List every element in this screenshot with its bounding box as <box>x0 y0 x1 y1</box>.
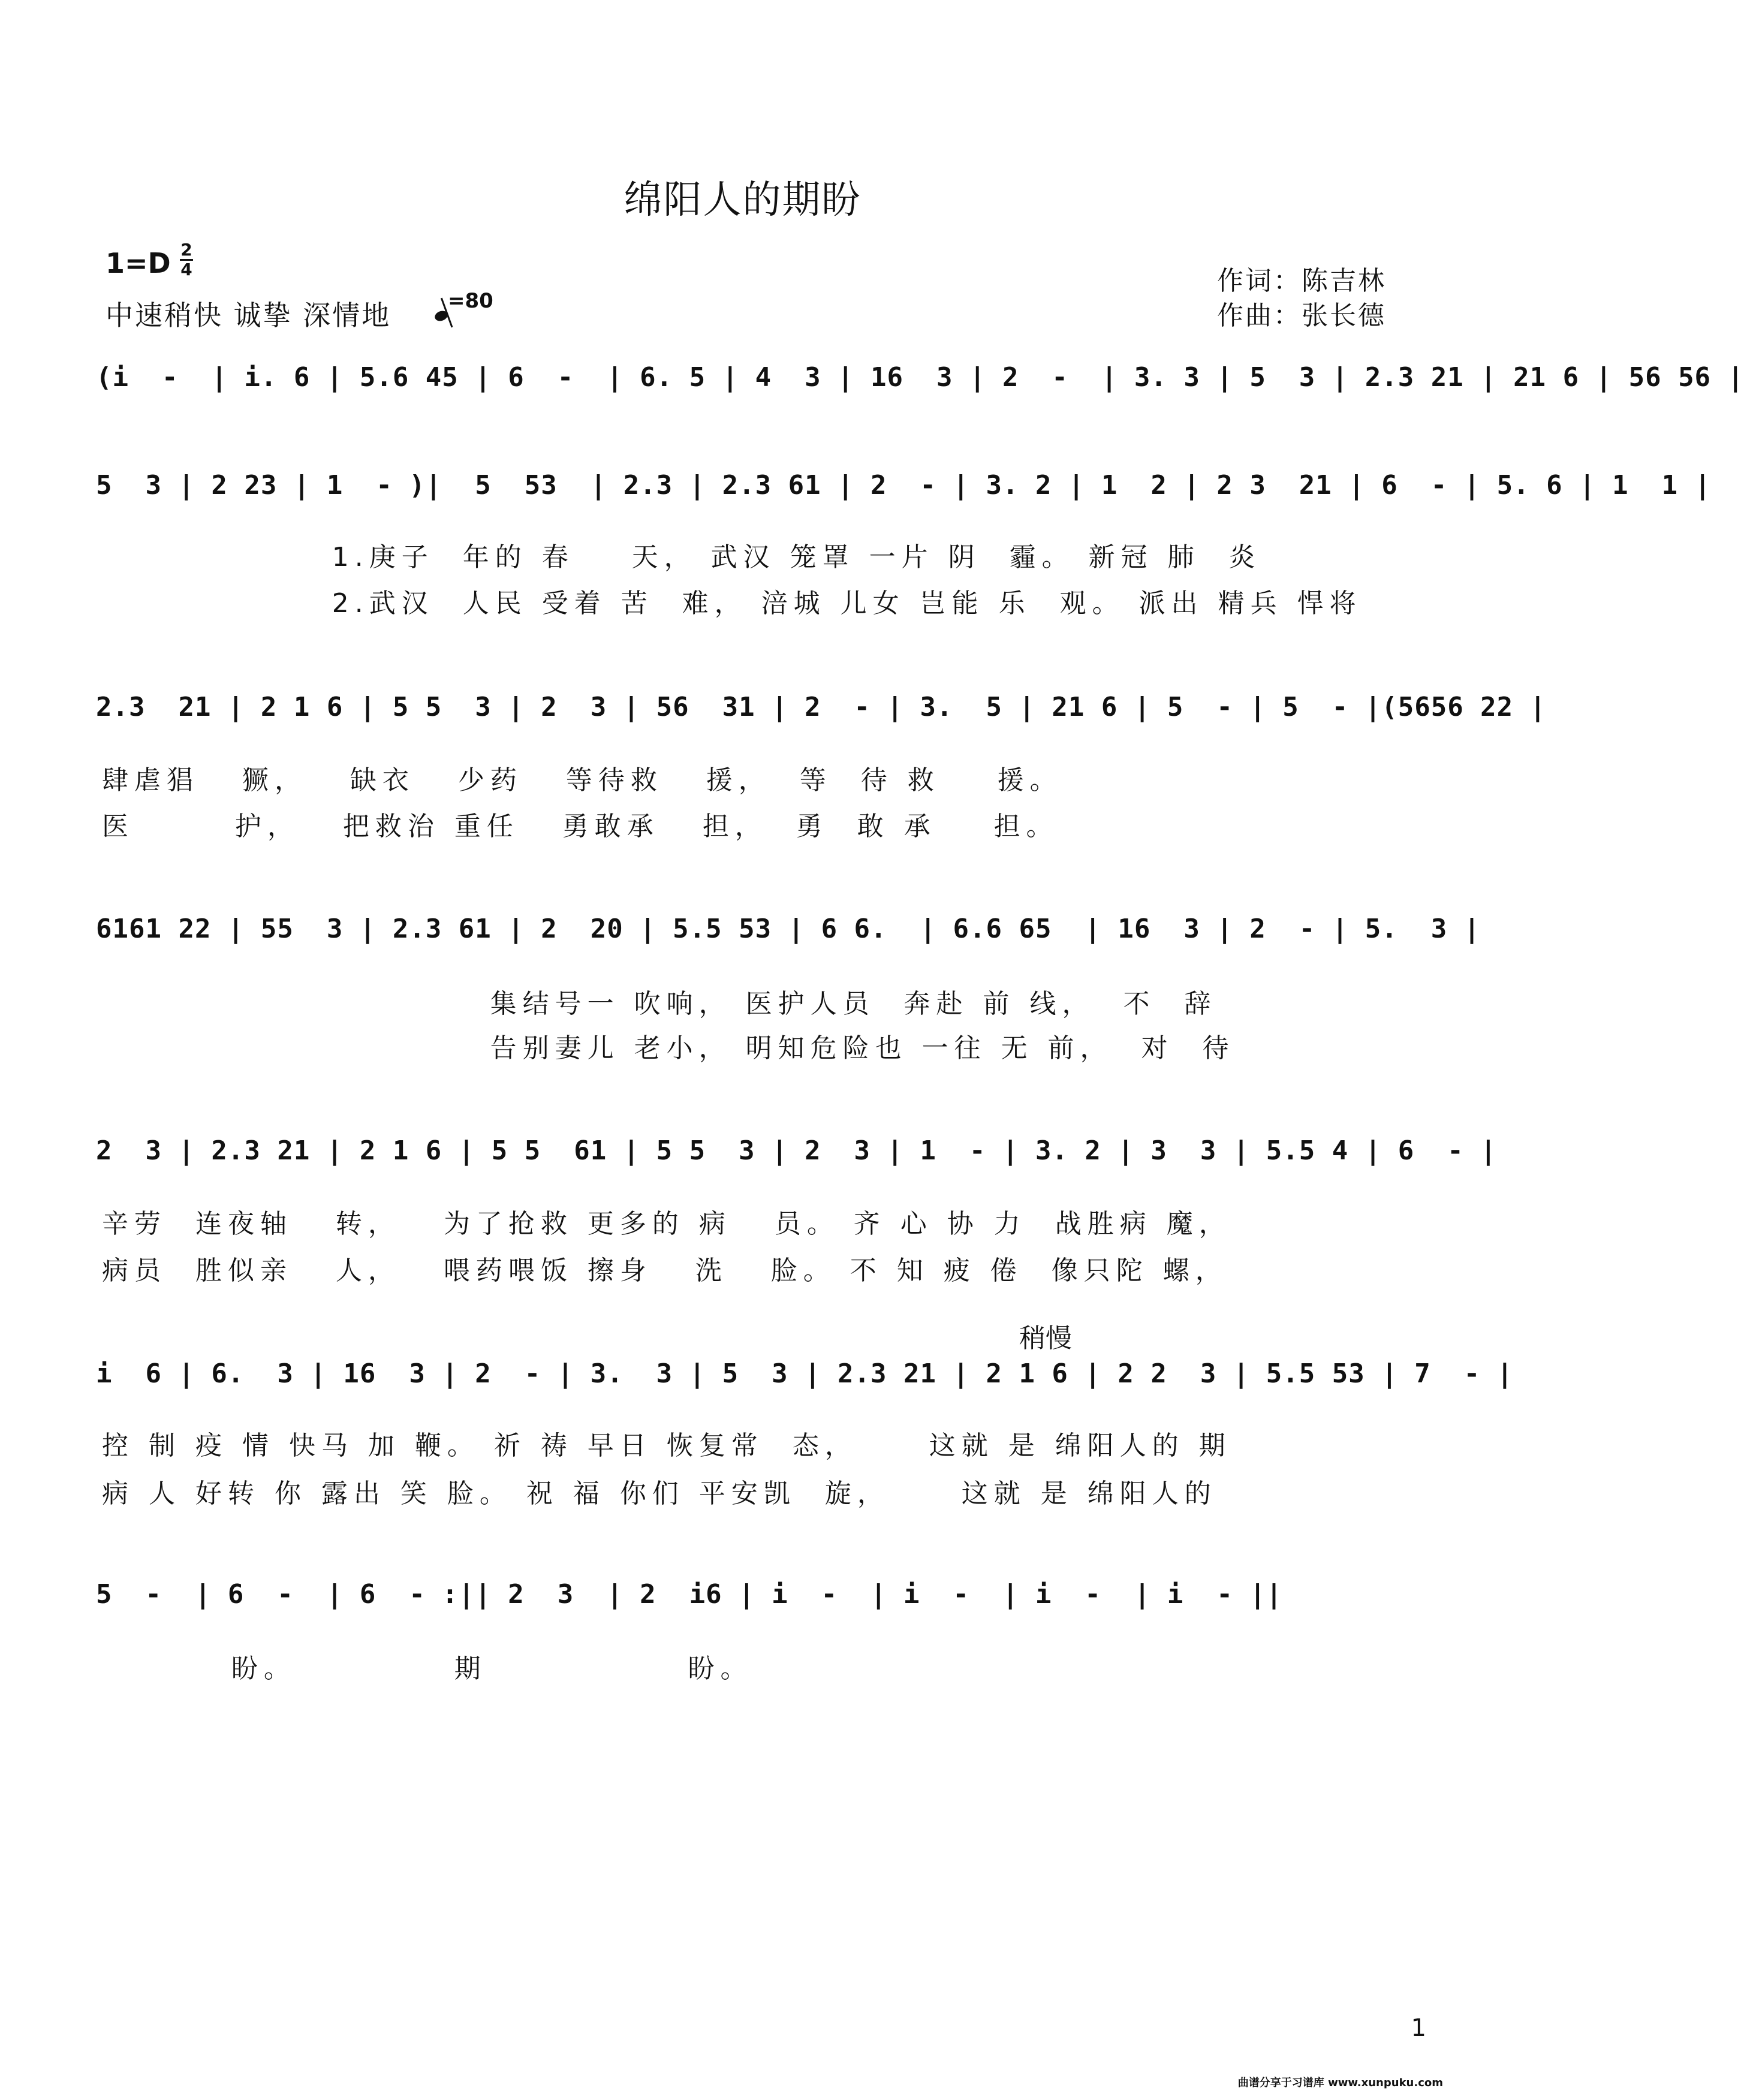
lyric-verse-2: 2.武汉 人民 受着 苦 难， 涪城 儿女 岂能 乐 观。 派出 精兵 悍将 <box>102 588 1362 619</box>
footer-watermark: 曲谱分享于习谱库 www.xunpuku.com <box>1237 2077 1443 2089</box>
composer: 作曲：张长德 <box>1217 300 1386 331</box>
notes: 6161 22 | 55 3 | 2.3 61 | 2 20 | 5.5 53 | 6 6. | 6.6 65 | 16 3 | 2 - | 5. 3 | <box>96 914 1481 944</box>
lyric-verse-2: 医 护， 把救治 重任 勇敢承 担， 勇 敢 承 担。 <box>102 811 1059 842</box>
lyric-verse-1: 集结号一 吹响， 医护人员 奔赴 前 线， 不 辞 <box>102 989 1217 1019</box>
time-signature <box>180 241 193 279</box>
metronome-mark <box>435 289 493 313</box>
lyric-verse-2: 病 人 好转 你 露出 笑 脸。 祝 福 你们 平安凯 旋， 这就 是 绵阳人的 <box>102 1478 1217 1509</box>
tempo-marking: 中速稍快 诚挚 深情地 <box>106 299 391 332</box>
music-row-3 <box>96 680 1547 734</box>
notes: 2.3 21 | 2 1 6 | 5 5 3 | 2 3 | 56 31 | 2 - | 3. 5 | 21 6 | 5 - | 5 - |(5656 22 | <box>96 692 1547 722</box>
time-signature-top: 2 <box>180 240 192 260</box>
music-row-7 <box>96 1568 1385 1622</box>
bpm-value: =80 <box>448 289 493 313</box>
slow-marking: 稍慢 <box>1019 1323 1072 1354</box>
lyric-verse-1: 辛劳 连夜轴 转， 为了抢救 更多的 病 员。 齐 心 协 力 战胜病 魔， <box>102 1209 1231 1239</box>
lyric-verse-1: 盼。 期 盼。 <box>102 1653 753 1684</box>
song-title: 绵阳人的期盼 <box>623 178 862 222</box>
key-signature: 1=D <box>106 247 171 279</box>
page-number: 1 <box>1411 2014 1426 2042</box>
time-signature-bottom: 4 <box>180 260 192 279</box>
music-row-4 <box>96 902 1481 956</box>
notes: 5 3 | 2 23 | 1 - )| 5 53 | 2.3 | 2.3 61 | 2 - | 3. 2 | 1 2 | 2 3 21 | 6 - | 5. 6 | 1 1 | <box>96 470 1712 501</box>
music-row-2 <box>96 459 1712 513</box>
quarter-note-icon <box>433 309 449 323</box>
music-row-5 <box>96 1124 1497 1178</box>
lyricist: 作词：陈吉林 <box>1217 266 1386 296</box>
notes: 2 3 | 2.3 21 | 2 1 6 | 5 5 61 | 5 5 3 | 2 3 | 1 - | 3. 2 | 3 3 | 5.5 4 | 6 - | <box>96 1135 1497 1166</box>
lyric-verse-2: 病员 胜似亲 人， 喂药喂饭 擦身 洗 脸。 不 知 疲 倦 像只陀 螺， <box>102 1255 1228 1286</box>
lyric-verse-1: 肆虐猖 獗， 缺衣 少药 等待救 援， 等 待 救 援。 <box>102 765 1062 796</box>
notes: (i - | i. 6 | 5.6 45 | 6 - | 6. 5 | 4 3 | 16 3 | 2 - | 3. 3 | 5 3 | 2.3 21 | 21 6 | 56 56 | <box>96 362 1744 393</box>
notes: 5 - | 6 - | 6 - :|| 2 3 | 2 i6 | i - | i - | i - | i - || <box>96 1579 1283 1610</box>
notes: i 6 | 6. 3 | 16 3 | 2 - | 3. 3 | 5 3 | 2.3 21 | 2 1 6 | 2 2 3 | 5.5 53 | 7 - | <box>96 1358 1514 1389</box>
music-row-1 <box>96 351 1744 405</box>
lyric-verse-1: 控 制 疫 情 快马 加 鞭。 祈 祷 早日 恢复常 态， 这就 是 绵阳人的 期 <box>102 1430 1231 1461</box>
lyric-verse-1: 1.庚子 年的 春 天， 武汉 笼罩 一片 阴 霾。 新冠 肺 炎 <box>102 542 1261 573</box>
lyric-verse-2: 告别妻儿 老小， 明知危险也 一往 无 前， 对 待 <box>102 1033 1235 1063</box>
music-row-6 <box>96 1347 1514 1401</box>
